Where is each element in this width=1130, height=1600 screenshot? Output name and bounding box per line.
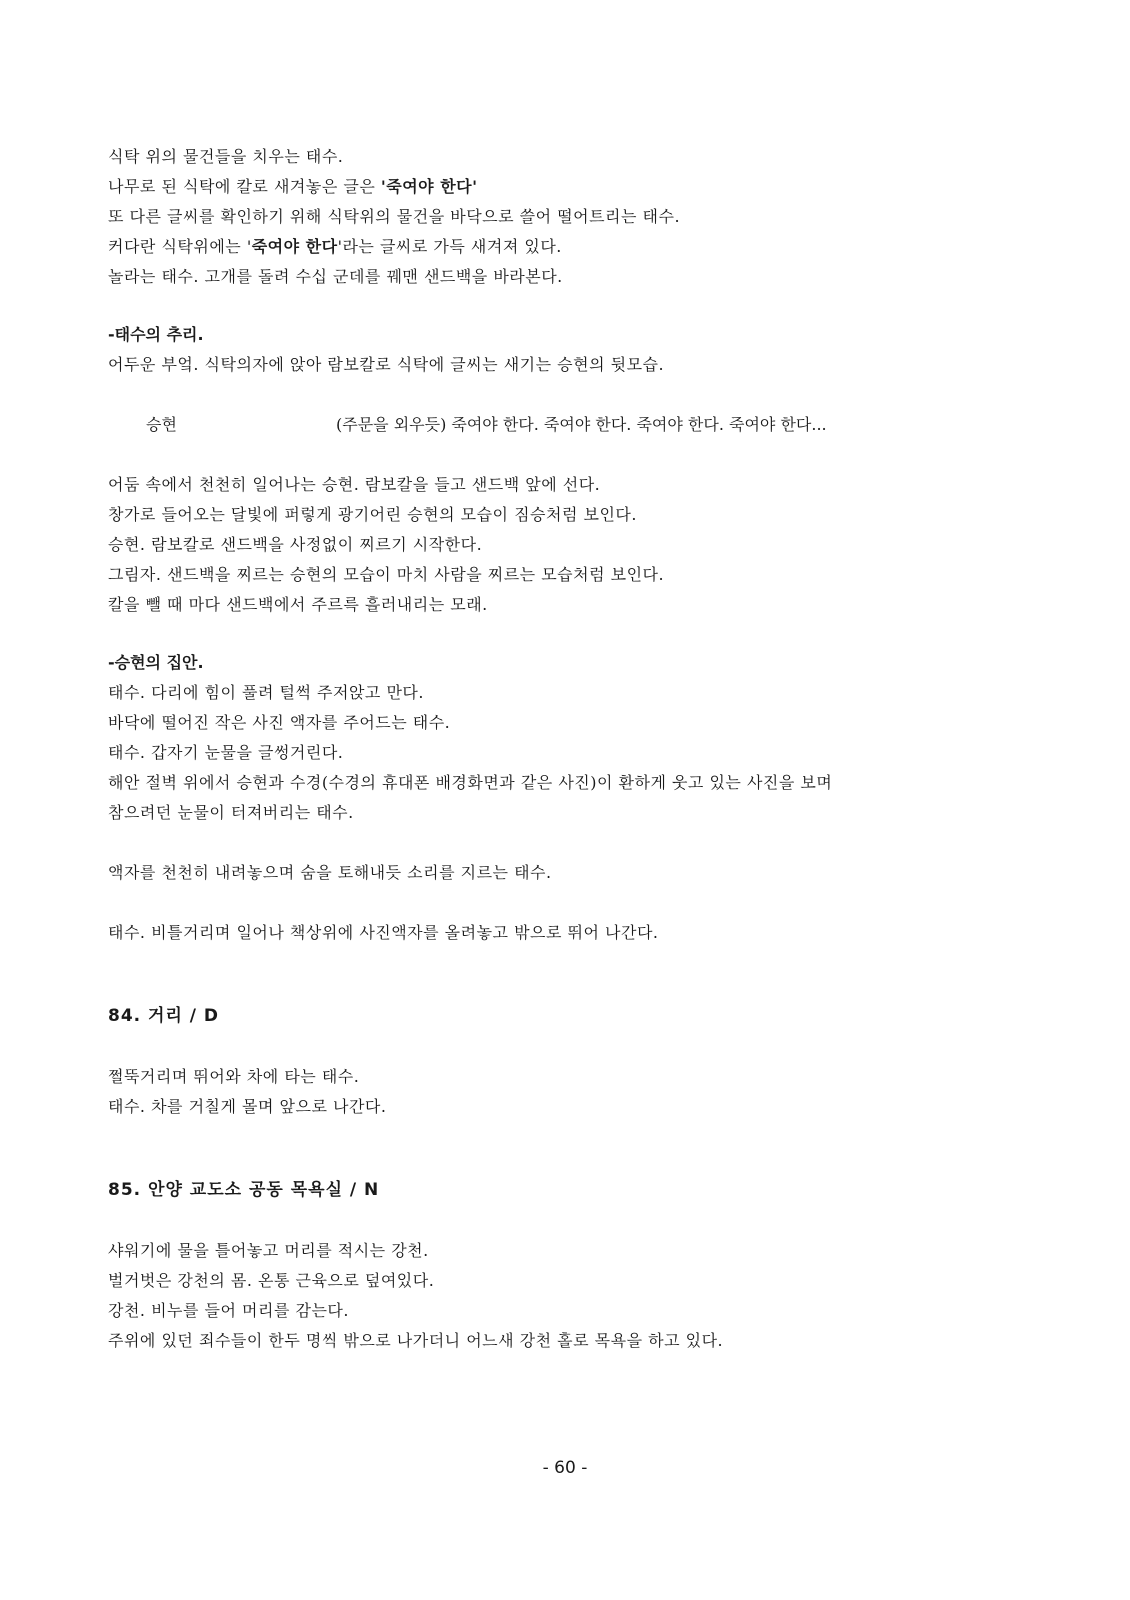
action-line: 쩔뚝거리며 뛰어와 차에 타는 태수. bbox=[108, 1067, 360, 1086]
action-line: 벌거벗은 강천의 몸. 온통 근육으로 덮여있다. bbox=[108, 1271, 435, 1290]
script-content bbox=[108, 142, 1008, 1356]
action-line: 바닥에 떨어진 작은 사진 액자를 주어드는 태수. bbox=[108, 713, 451, 732]
action-line: 태수. 차를 거칠게 몰며 앞으로 나간다. bbox=[108, 1097, 387, 1116]
dialogue-text: (주문을 외우듯) 죽여야 한다. 죽여야 한다. 죽여야 한다. 죽여야 한다... bbox=[336, 415, 827, 434]
action-line: 나무로 된 식탁에 칼로 새겨놓은 글은 '죽여야 한다' bbox=[108, 177, 478, 196]
action-line: 태수. 비틀거리며 일어나 책상위에 사진액자를 올려놓고 밖으로 뛰어 나간다. bbox=[108, 923, 659, 942]
action-line: 창가로 들어오는 달빛에 퍼렇게 광기어린 승현의 모습이 짐승처럼 보인다. bbox=[108, 505, 637, 524]
action-line: 칼을 뺄 때 마다 샌드백에서 주르륵 흘러내리는 모래. bbox=[108, 595, 488, 614]
action-line: 승현. 람보칼로 샌드백을 사정없이 찌르기 시작한다. bbox=[108, 535, 483, 554]
dialogue-line bbox=[108, 410, 1008, 440]
action-line: 해안 절벽 위에서 승현과 수경(수경의 휴대폰 배경화면과 같은 사진)이 환하게 웃고 있는 사진을 보며 bbox=[108, 773, 833, 792]
action-line: 식탁 위의 물건들을 치우는 태수. bbox=[108, 147, 344, 166]
action-line: 그림자. 샌드백을 찌르는 승현의 모습이 마치 사람을 찌르는 모습처럼 보인다. bbox=[108, 565, 665, 584]
action-line: 태수. 다리에 힘이 풀려 털썩 주저앉고 만다. bbox=[108, 683, 424, 702]
scene-heading-85: 85. 안양 교도소 공동 목욕실 / N bbox=[108, 1180, 380, 1200]
action-line: 커다란 식탁위에는 '죽여야 한다'라는 글씨로 가득 새겨져 있다. bbox=[108, 237, 562, 256]
action-line: 샤워기에 물을 틀어놓고 머리를 적시는 강천. bbox=[108, 1241, 429, 1260]
speaker-name: 승현 bbox=[146, 415, 177, 434]
sub-scene-heading: -승현의 집안. bbox=[108, 653, 204, 672]
action-line: 강천. 비누를 들어 머리를 감는다. bbox=[108, 1301, 349, 1320]
action-line: 어두운 부엌. 식탁의자에 앉아 람보칼로 식탁에 글씨는 새기는 승현의 뒷모습. bbox=[108, 355, 665, 374]
scene-heading-84: 84. 거리 / D bbox=[108, 1006, 220, 1026]
page-number: - 60 - bbox=[542, 1458, 588, 1478]
sub-scene-heading: -태수의 추리. bbox=[108, 325, 204, 344]
action-line: 또 다른 글씨를 확인하기 위해 식탁위의 물건을 바닥으로 쓸어 떨어트리는 태수. bbox=[108, 207, 681, 226]
action-line: 놀라는 태수. 고개를 돌려 수십 군데를 꿰맨 샌드백을 바라본다. bbox=[108, 267, 563, 286]
action-line: 액자를 천천히 내려놓으며 숨을 토해내듯 소리를 지르는 태수. bbox=[108, 863, 552, 882]
action-line: 태수. 갑자기 눈물을 글썽거린다. bbox=[108, 743, 344, 762]
action-line: 주위에 있던 죄수들이 한두 명씩 밖으로 나가더니 어느새 강천 홀로 목욕을 하고 있다. bbox=[108, 1331, 724, 1350]
action-line: 참으려던 눈물이 터져버리는 태수. bbox=[108, 803, 354, 822]
action-line: 어둠 속에서 천천히 일어나는 승현. 람보칼을 들고 샌드백 앞에 선다. bbox=[108, 475, 601, 494]
